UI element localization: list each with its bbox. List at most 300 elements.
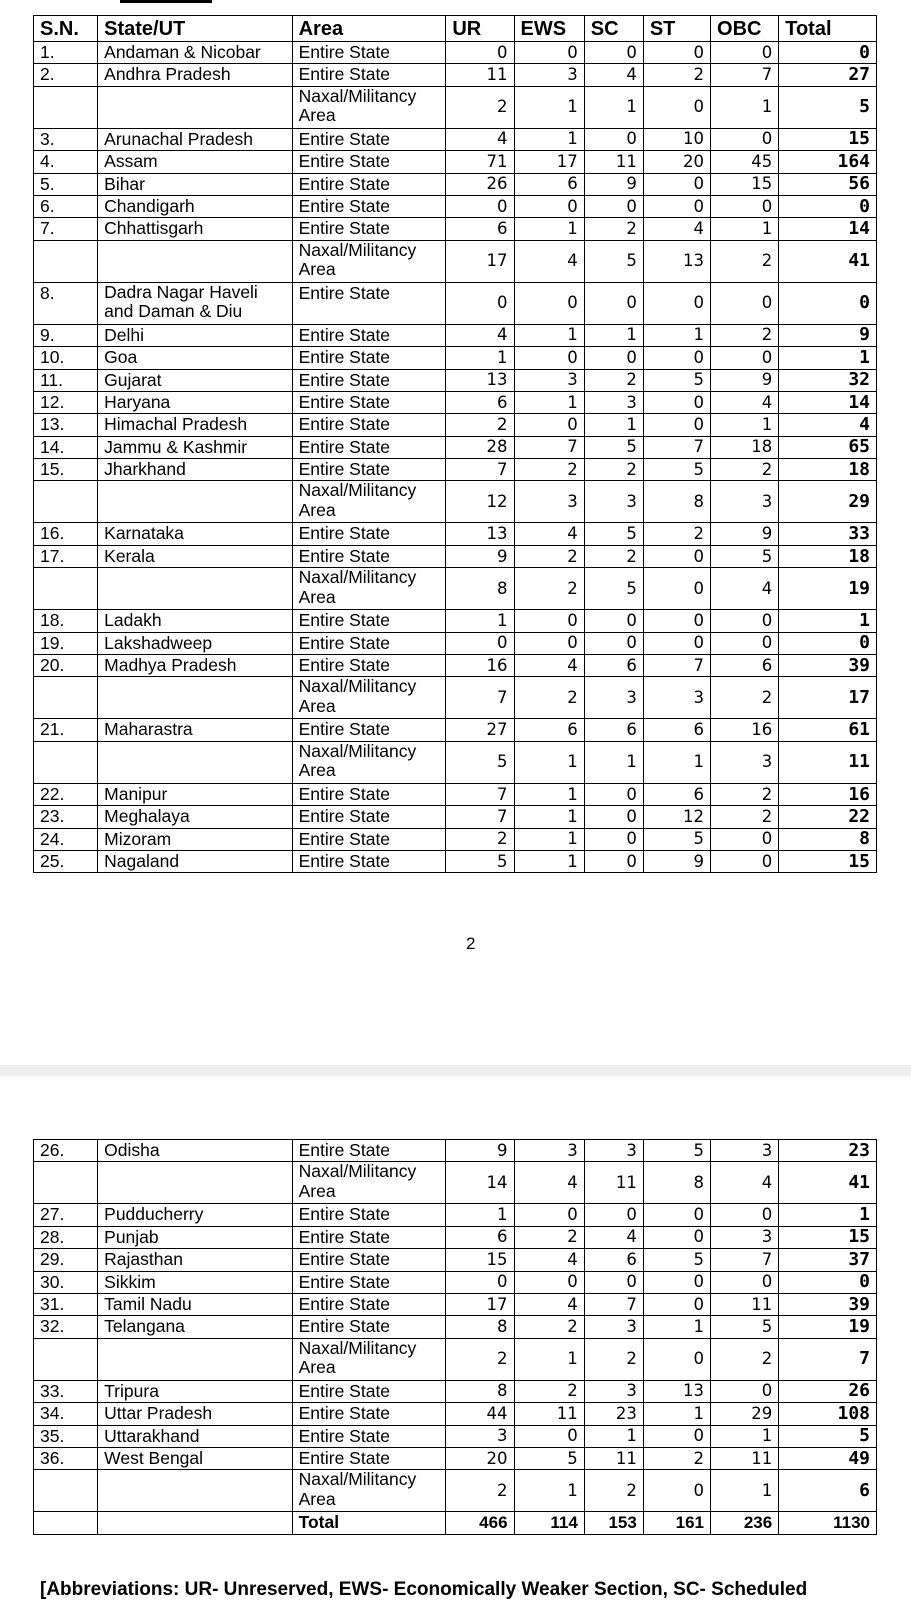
sc-cell: 7 (584, 1293, 643, 1315)
sn-cell: 1. (34, 42, 98, 64)
sc-cell: 3 (584, 1316, 643, 1338)
total-cell: 56 (779, 173, 877, 195)
state-cell: Rajasthan (98, 1249, 292, 1271)
obc-cell: 0 (711, 632, 779, 654)
ur-cell: 28 (446, 436, 514, 458)
st-cell: 4 (643, 218, 710, 240)
area-cell: Entire State (292, 632, 446, 654)
st-cell: 13 (643, 240, 710, 282)
sn-cell: 15. (34, 459, 98, 481)
table-row (34, 1140, 877, 1162)
sn-cell: 25. (34, 850, 98, 872)
total-cell: 17 (779, 677, 877, 719)
sc-cell: 0 (584, 783, 643, 805)
state-cell: Dadra Nagar Haveli and Daman & Diu (98, 282, 292, 324)
table-row (34, 436, 877, 458)
sc-cell: 1 (584, 324, 643, 346)
sn-cell: 19. (34, 632, 98, 654)
table-row (34, 719, 877, 741)
st-cell: 0 (643, 1338, 710, 1380)
total-cell: 22 (779, 806, 877, 828)
st-cell: 0 (643, 414, 710, 436)
page-separator (0, 1065, 911, 1076)
ur-cell: 8 (446, 1380, 514, 1402)
state-cell: Madhya Pradesh (98, 655, 292, 677)
sc-cell: 5 (584, 568, 643, 610)
ews-cell: 1 (514, 86, 584, 128)
sn-cell: 35. (34, 1425, 98, 1447)
total-cell: 19 (779, 568, 877, 610)
sn-cell: 36. (34, 1447, 98, 1469)
ews-cell: 7 (514, 436, 584, 458)
sc-cell: 0 (584, 282, 643, 324)
area-cell: Entire State (292, 173, 446, 195)
area-cell: Entire State (292, 523, 446, 545)
obc-cell: 2 (711, 783, 779, 805)
total-cell: 14 (779, 218, 877, 240)
state-cell: Chandigarh (98, 195, 292, 217)
sc-cell: 2 (584, 1338, 643, 1380)
total-cell: 6 (779, 1470, 877, 1512)
st-cell: 0 (643, 42, 710, 64)
table-row (34, 391, 877, 413)
sc-cell: 2 (584, 218, 643, 240)
table-row (34, 1249, 877, 1271)
st-cell: 6 (643, 783, 710, 805)
ur-cell: 8 (446, 1316, 514, 1338)
sc-cell: 5 (584, 523, 643, 545)
document-page-2 (0, 1076, 911, 1600)
area-cell: Entire State (292, 195, 446, 217)
ews-cell: 17 (514, 151, 584, 173)
ur-cell: 17 (446, 240, 514, 282)
sn-cell: 33. (34, 1380, 98, 1402)
state-cell: Jharkhand (98, 459, 292, 481)
obc-cell: 1 (711, 1425, 779, 1447)
area-cell: Entire State (292, 1316, 446, 1338)
sn-cell: 20. (34, 655, 98, 677)
obc-cell: 2 (711, 324, 779, 346)
ews-cell: 1 (514, 828, 584, 850)
obc-cell: 0 (711, 828, 779, 850)
st-cell: 8 (643, 481, 710, 523)
st-cell: 5 (643, 1249, 710, 1271)
obc-cell: 0 (711, 42, 779, 64)
ews-cell: 0 (514, 195, 584, 217)
total-cell: 23 (779, 1140, 877, 1162)
area-cell: Entire State (292, 151, 446, 173)
state-cell: Andhra Pradesh (98, 64, 292, 86)
table-row (34, 610, 877, 632)
total-cell: 11 (779, 741, 877, 783)
sc-cell: 0 (584, 610, 643, 632)
state-cell: Karnataka (98, 523, 292, 545)
area-cell: Entire State (292, 391, 446, 413)
total-cell: 15 (779, 850, 877, 872)
obc-cell: 1 (711, 218, 779, 240)
ur-cell: 7 (446, 783, 514, 805)
sc-cell: 5 (584, 436, 643, 458)
obc-cell: 29 (711, 1403, 779, 1425)
sc-cell: 4 (584, 64, 643, 86)
area-cell: Entire State (292, 369, 446, 391)
state-cell: Pudducherry (98, 1204, 292, 1226)
st-cell: 2 (643, 523, 710, 545)
obc-cell: 15 (711, 173, 779, 195)
sc-cell: 0 (584, 1271, 643, 1293)
sc-cell: 11 (584, 151, 643, 173)
sc-cell: 5 (584, 240, 643, 282)
sn-cell (34, 568, 98, 610)
table-row (34, 850, 877, 872)
area-cell: Naxal/Militancy Area (292, 677, 446, 719)
sn-cell: 23. (34, 806, 98, 828)
ur-cell: 44 (446, 1403, 514, 1425)
st-cell: 0 (643, 347, 710, 369)
sc-cell: 2 (584, 545, 643, 567)
total-cell: 32 (779, 369, 877, 391)
obc-cell: 0 (711, 850, 779, 872)
total-cell: 7 (779, 1338, 877, 1380)
st-cell: 13 (643, 1380, 710, 1402)
area-cell: Entire State (292, 459, 446, 481)
ews-cell: 1 (514, 128, 584, 150)
st-cell: 8 (643, 1162, 710, 1204)
total-cell: 41 (779, 1162, 877, 1204)
table-row (34, 1447, 877, 1469)
st-cell: 5 (643, 828, 710, 850)
table-row (34, 1380, 877, 1402)
table-row (34, 86, 877, 128)
st-cell: 0 (643, 1293, 710, 1315)
total-grand: 1130 (779, 1512, 877, 1534)
total-cell: 1 (779, 1204, 877, 1226)
ur-cell: 5 (446, 850, 514, 872)
ur-cell: 4 (446, 128, 514, 150)
table-row (34, 1470, 877, 1512)
total-st: 161 (643, 1512, 710, 1534)
ews-cell: 2 (514, 459, 584, 481)
ur-cell: 4 (446, 324, 514, 346)
ews-cell: 4 (514, 1162, 584, 1204)
state-cell: West Bengal (98, 1447, 292, 1469)
obc-cell: 0 (711, 195, 779, 217)
obc-cell: 3 (711, 1226, 779, 1248)
sn-cell (34, 741, 98, 783)
sn-cell: 11. (34, 369, 98, 391)
area-cell: Entire State (292, 783, 446, 805)
total-cell: 5 (779, 1425, 877, 1447)
table-row (34, 1338, 877, 1380)
sn-cell: 9. (34, 324, 98, 346)
sn-cell: 8. (34, 282, 98, 324)
area-cell: Entire State (292, 282, 446, 324)
obc-cell: 16 (711, 719, 779, 741)
area-cell: Entire State (292, 1380, 446, 1402)
st-cell: 0 (643, 568, 710, 610)
sn-cell: 4. (34, 151, 98, 173)
obc-cell: 0 (711, 1204, 779, 1226)
ews-cell: 2 (514, 677, 584, 719)
ur-cell: 2 (446, 1338, 514, 1380)
obc-cell: 11 (711, 1447, 779, 1469)
sn-cell (34, 481, 98, 523)
ur-cell: 27 (446, 719, 514, 741)
total-cell: 9 (779, 324, 877, 346)
obc-cell: 11 (711, 1293, 779, 1315)
ews-cell: 3 (514, 369, 584, 391)
obc-cell: 1 (711, 414, 779, 436)
ews-cell: 0 (514, 414, 584, 436)
total-sn-cell (34, 1512, 98, 1534)
ur-cell: 1 (446, 1204, 514, 1226)
sc-cell: 11 (584, 1447, 643, 1469)
ews-cell: 2 (514, 545, 584, 567)
sn-cell: 6. (34, 195, 98, 217)
table-row (34, 414, 877, 436)
total-cell: 19 (779, 1316, 877, 1338)
ews-cell: 4 (514, 240, 584, 282)
sc-cell: 2 (584, 1470, 643, 1512)
ews-cell: 1 (514, 850, 584, 872)
total-ur: 466 (446, 1512, 514, 1534)
total-cell: 39 (779, 655, 877, 677)
area-cell: Entire State (292, 218, 446, 240)
obc-cell: 45 (711, 151, 779, 173)
area-cell: Naxal/Militancy Area (292, 1162, 446, 1204)
st-cell: 0 (643, 1204, 710, 1226)
ews-cell: 0 (514, 282, 584, 324)
area-cell: Entire State (292, 1293, 446, 1315)
obc-cell: 5 (711, 545, 779, 567)
sn-cell (34, 1470, 98, 1512)
sc-cell: 4 (584, 1226, 643, 1248)
page-number: 2 (466, 934, 476, 953)
st-cell: 2 (643, 1447, 710, 1469)
abbreviations-footnote: [Abbreviations: UR- Unreserved, EWS- Economically Weaker Section, SC- Scheduled (40, 1579, 808, 1600)
ews-cell: 0 (514, 610, 584, 632)
ews-cell: 11 (514, 1403, 584, 1425)
state-cell (98, 1338, 292, 1380)
ur-cell: 20 (446, 1447, 514, 1469)
ews-cell: 1 (514, 783, 584, 805)
ews-cell: 3 (514, 1140, 584, 1162)
st-cell: 0 (643, 282, 710, 324)
obc-cell: 0 (711, 347, 779, 369)
sc-cell: 0 (584, 195, 643, 217)
table-row (34, 369, 877, 391)
st-cell: 7 (643, 655, 710, 677)
vacancy-table-part-1 (33, 15, 877, 873)
sc-cell: 0 (584, 1204, 643, 1226)
sn-cell: 5. (34, 173, 98, 195)
ews-cell: 1 (514, 1338, 584, 1380)
table-row (34, 218, 877, 240)
table-row (34, 282, 877, 324)
ews-cell: 3 (514, 64, 584, 86)
sn-cell (34, 1338, 98, 1380)
header-area: Area (292, 16, 446, 42)
total-cell: 14 (779, 391, 877, 413)
total-cell: 61 (779, 719, 877, 741)
state-cell (98, 86, 292, 128)
ur-cell: 7 (446, 459, 514, 481)
sc-cell: 6 (584, 1249, 643, 1271)
table-row (34, 523, 877, 545)
sn-cell: 24. (34, 828, 98, 850)
total-cell: 0 (779, 42, 877, 64)
total-ews: 114 (514, 1512, 584, 1534)
header-state: State/UT (98, 16, 292, 42)
st-cell: 0 (643, 1470, 710, 1512)
ews-cell: 0 (514, 1271, 584, 1293)
table-row (34, 195, 877, 217)
area-cell: Naxal/Militancy Area (292, 568, 446, 610)
header-st: ST (643, 16, 710, 42)
ews-cell: 0 (514, 1425, 584, 1447)
ur-cell: 26 (446, 173, 514, 195)
sn-cell: 28. (34, 1226, 98, 1248)
area-cell: Entire State (292, 719, 446, 741)
sc-cell: 6 (584, 719, 643, 741)
table-row (34, 459, 877, 481)
table-row (34, 42, 877, 64)
sc-cell: 3 (584, 1140, 643, 1162)
area-cell: Entire State (292, 128, 446, 150)
sc-cell: 0 (584, 828, 643, 850)
ur-cell: 2 (446, 1470, 514, 1512)
st-cell: 1 (643, 741, 710, 783)
state-cell: Gujarat (98, 369, 292, 391)
ur-cell: 15 (446, 1249, 514, 1271)
total-cell: 27 (779, 64, 877, 86)
state-cell: Tripura (98, 1380, 292, 1402)
total-obc: 236 (711, 1512, 779, 1534)
obc-cell: 2 (711, 806, 779, 828)
state-cell: Manipur (98, 783, 292, 805)
table-row (34, 632, 877, 654)
sn-cell: 31. (34, 1293, 98, 1315)
state-cell: Tamil Nadu (98, 1293, 292, 1315)
sn-cell (34, 677, 98, 719)
obc-cell: 3 (711, 481, 779, 523)
state-cell: Goa (98, 347, 292, 369)
total-cell: 16 (779, 783, 877, 805)
header-ur: UR (446, 16, 514, 42)
ur-cell: 11 (446, 64, 514, 86)
header-obc: OBC (711, 16, 779, 42)
sc-cell: 0 (584, 632, 643, 654)
total-cell: 33 (779, 523, 877, 545)
total-cell: 108 (779, 1403, 877, 1425)
state-cell: Uttarakhand (98, 1425, 292, 1447)
obc-cell: 5 (711, 1316, 779, 1338)
sn-cell: 22. (34, 783, 98, 805)
table-row (34, 347, 877, 369)
area-cell: Entire State (292, 1403, 446, 1425)
state-cell: Himachal Pradesh (98, 414, 292, 436)
state-cell: Bihar (98, 173, 292, 195)
st-cell: 0 (643, 173, 710, 195)
state-cell: Arunachal Pradesh (98, 128, 292, 150)
total-cell: 1 (779, 610, 877, 632)
st-cell: 0 (643, 1271, 710, 1293)
total-cell: 15 (779, 1226, 877, 1248)
ews-cell: 1 (514, 391, 584, 413)
state-cell: Telangana (98, 1316, 292, 1338)
st-cell: 0 (643, 632, 710, 654)
sc-cell: 3 (584, 391, 643, 413)
sn-cell: 29. (34, 1249, 98, 1271)
ews-cell: 1 (514, 806, 584, 828)
ur-cell: 13 (446, 369, 514, 391)
obc-cell: 9 (711, 523, 779, 545)
area-cell: Entire State (292, 436, 446, 458)
area-cell: Entire State (292, 610, 446, 632)
obc-cell: 2 (711, 459, 779, 481)
sc-cell: 0 (584, 850, 643, 872)
obc-cell: 2 (711, 1338, 779, 1380)
sn-cell: 14. (34, 436, 98, 458)
table-row (34, 481, 877, 523)
area-cell: Entire State (292, 1425, 446, 1447)
ews-cell: 6 (514, 719, 584, 741)
state-cell: Jammu & Kashmir (98, 436, 292, 458)
st-cell: 5 (643, 459, 710, 481)
sn-cell: 16. (34, 523, 98, 545)
ews-cell: 1 (514, 218, 584, 240)
total-cell: 8 (779, 828, 877, 850)
state-cell: Meghalaya (98, 806, 292, 828)
sc-cell: 1 (584, 86, 643, 128)
obc-cell: 1 (711, 1470, 779, 1512)
st-cell: 7 (643, 436, 710, 458)
area-cell: Entire State (292, 806, 446, 828)
ur-cell: 16 (446, 655, 514, 677)
ews-cell: 3 (514, 481, 584, 523)
st-cell: 1 (643, 1316, 710, 1338)
obc-cell: 2 (711, 240, 779, 282)
total-cell: 29 (779, 481, 877, 523)
state-cell: Mizoram (98, 828, 292, 850)
state-cell (98, 741, 292, 783)
ews-cell: 6 (514, 173, 584, 195)
obc-cell: 9 (711, 369, 779, 391)
ur-cell: 9 (446, 545, 514, 567)
ur-cell: 9 (446, 1140, 514, 1162)
ews-cell: 1 (514, 741, 584, 783)
sc-cell: 3 (584, 481, 643, 523)
sc-cell: 2 (584, 369, 643, 391)
st-cell: 5 (643, 1140, 710, 1162)
obc-cell: 0 (711, 1271, 779, 1293)
sn-cell: 32. (34, 1316, 98, 1338)
sn-cell: 12. (34, 391, 98, 413)
table-header-row (34, 16, 877, 42)
sc-cell: 3 (584, 677, 643, 719)
st-cell: 10 (643, 128, 710, 150)
ur-cell: 6 (446, 1226, 514, 1248)
heading-underline (120, 0, 212, 3)
ews-cell: 0 (514, 347, 584, 369)
total-cell: 0 (779, 632, 877, 654)
ur-cell: 6 (446, 391, 514, 413)
sn-cell: 13. (34, 414, 98, 436)
area-cell: Entire State (292, 828, 446, 850)
table-row (34, 240, 877, 282)
sc-cell: 0 (584, 128, 643, 150)
st-cell: 12 (643, 806, 710, 828)
